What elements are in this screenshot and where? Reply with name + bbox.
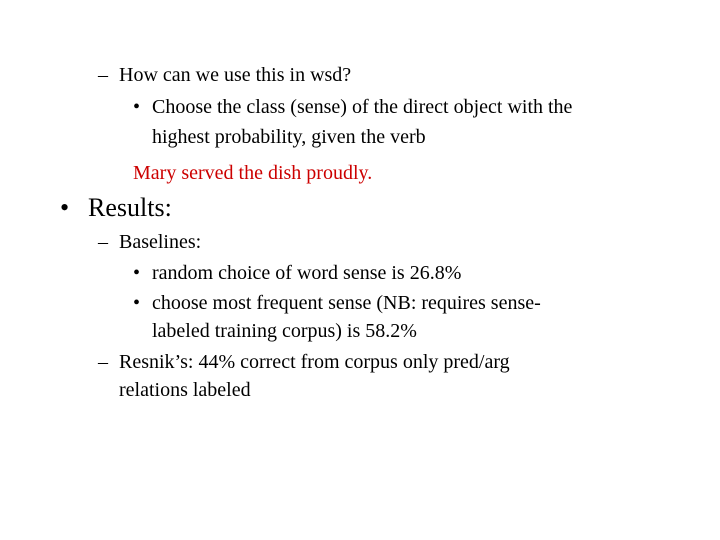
most-frequent-line-2: labeled training corpus) is 58.2% bbox=[152, 320, 417, 342]
resnik-line-2: relations labeled bbox=[119, 379, 251, 401]
resnik-line-1: Resnik’s: 44% correct from corpus only pred/arg bbox=[119, 351, 510, 373]
dash-marker: – bbox=[98, 64, 108, 86]
bullet-marker: • bbox=[60, 193, 70, 222]
dash-marker: – bbox=[98, 351, 108, 373]
bullet-marker: • bbox=[133, 96, 141, 118]
bullet-marker: • bbox=[133, 292, 141, 314]
example-sentence: Mary served the dish proudly. bbox=[133, 162, 373, 184]
random-choice-text: random choice of word sense is 26.8% bbox=[152, 262, 462, 284]
bullet-marker: • bbox=[133, 262, 141, 284]
dash-marker: – bbox=[98, 231, 108, 253]
choose-class-line-1: Choose the class (sense) of the direct object with the bbox=[152, 96, 573, 118]
choose-class-line-2: highest probability, given the verb bbox=[152, 126, 426, 148]
results-heading: Results: bbox=[88, 193, 172, 222]
question-text: How can we use this in wsd? bbox=[119, 64, 352, 86]
baselines-label: Baselines: bbox=[119, 231, 202, 253]
most-frequent-line-1: choose most frequent sense (NB: requires sense- bbox=[152, 292, 541, 314]
